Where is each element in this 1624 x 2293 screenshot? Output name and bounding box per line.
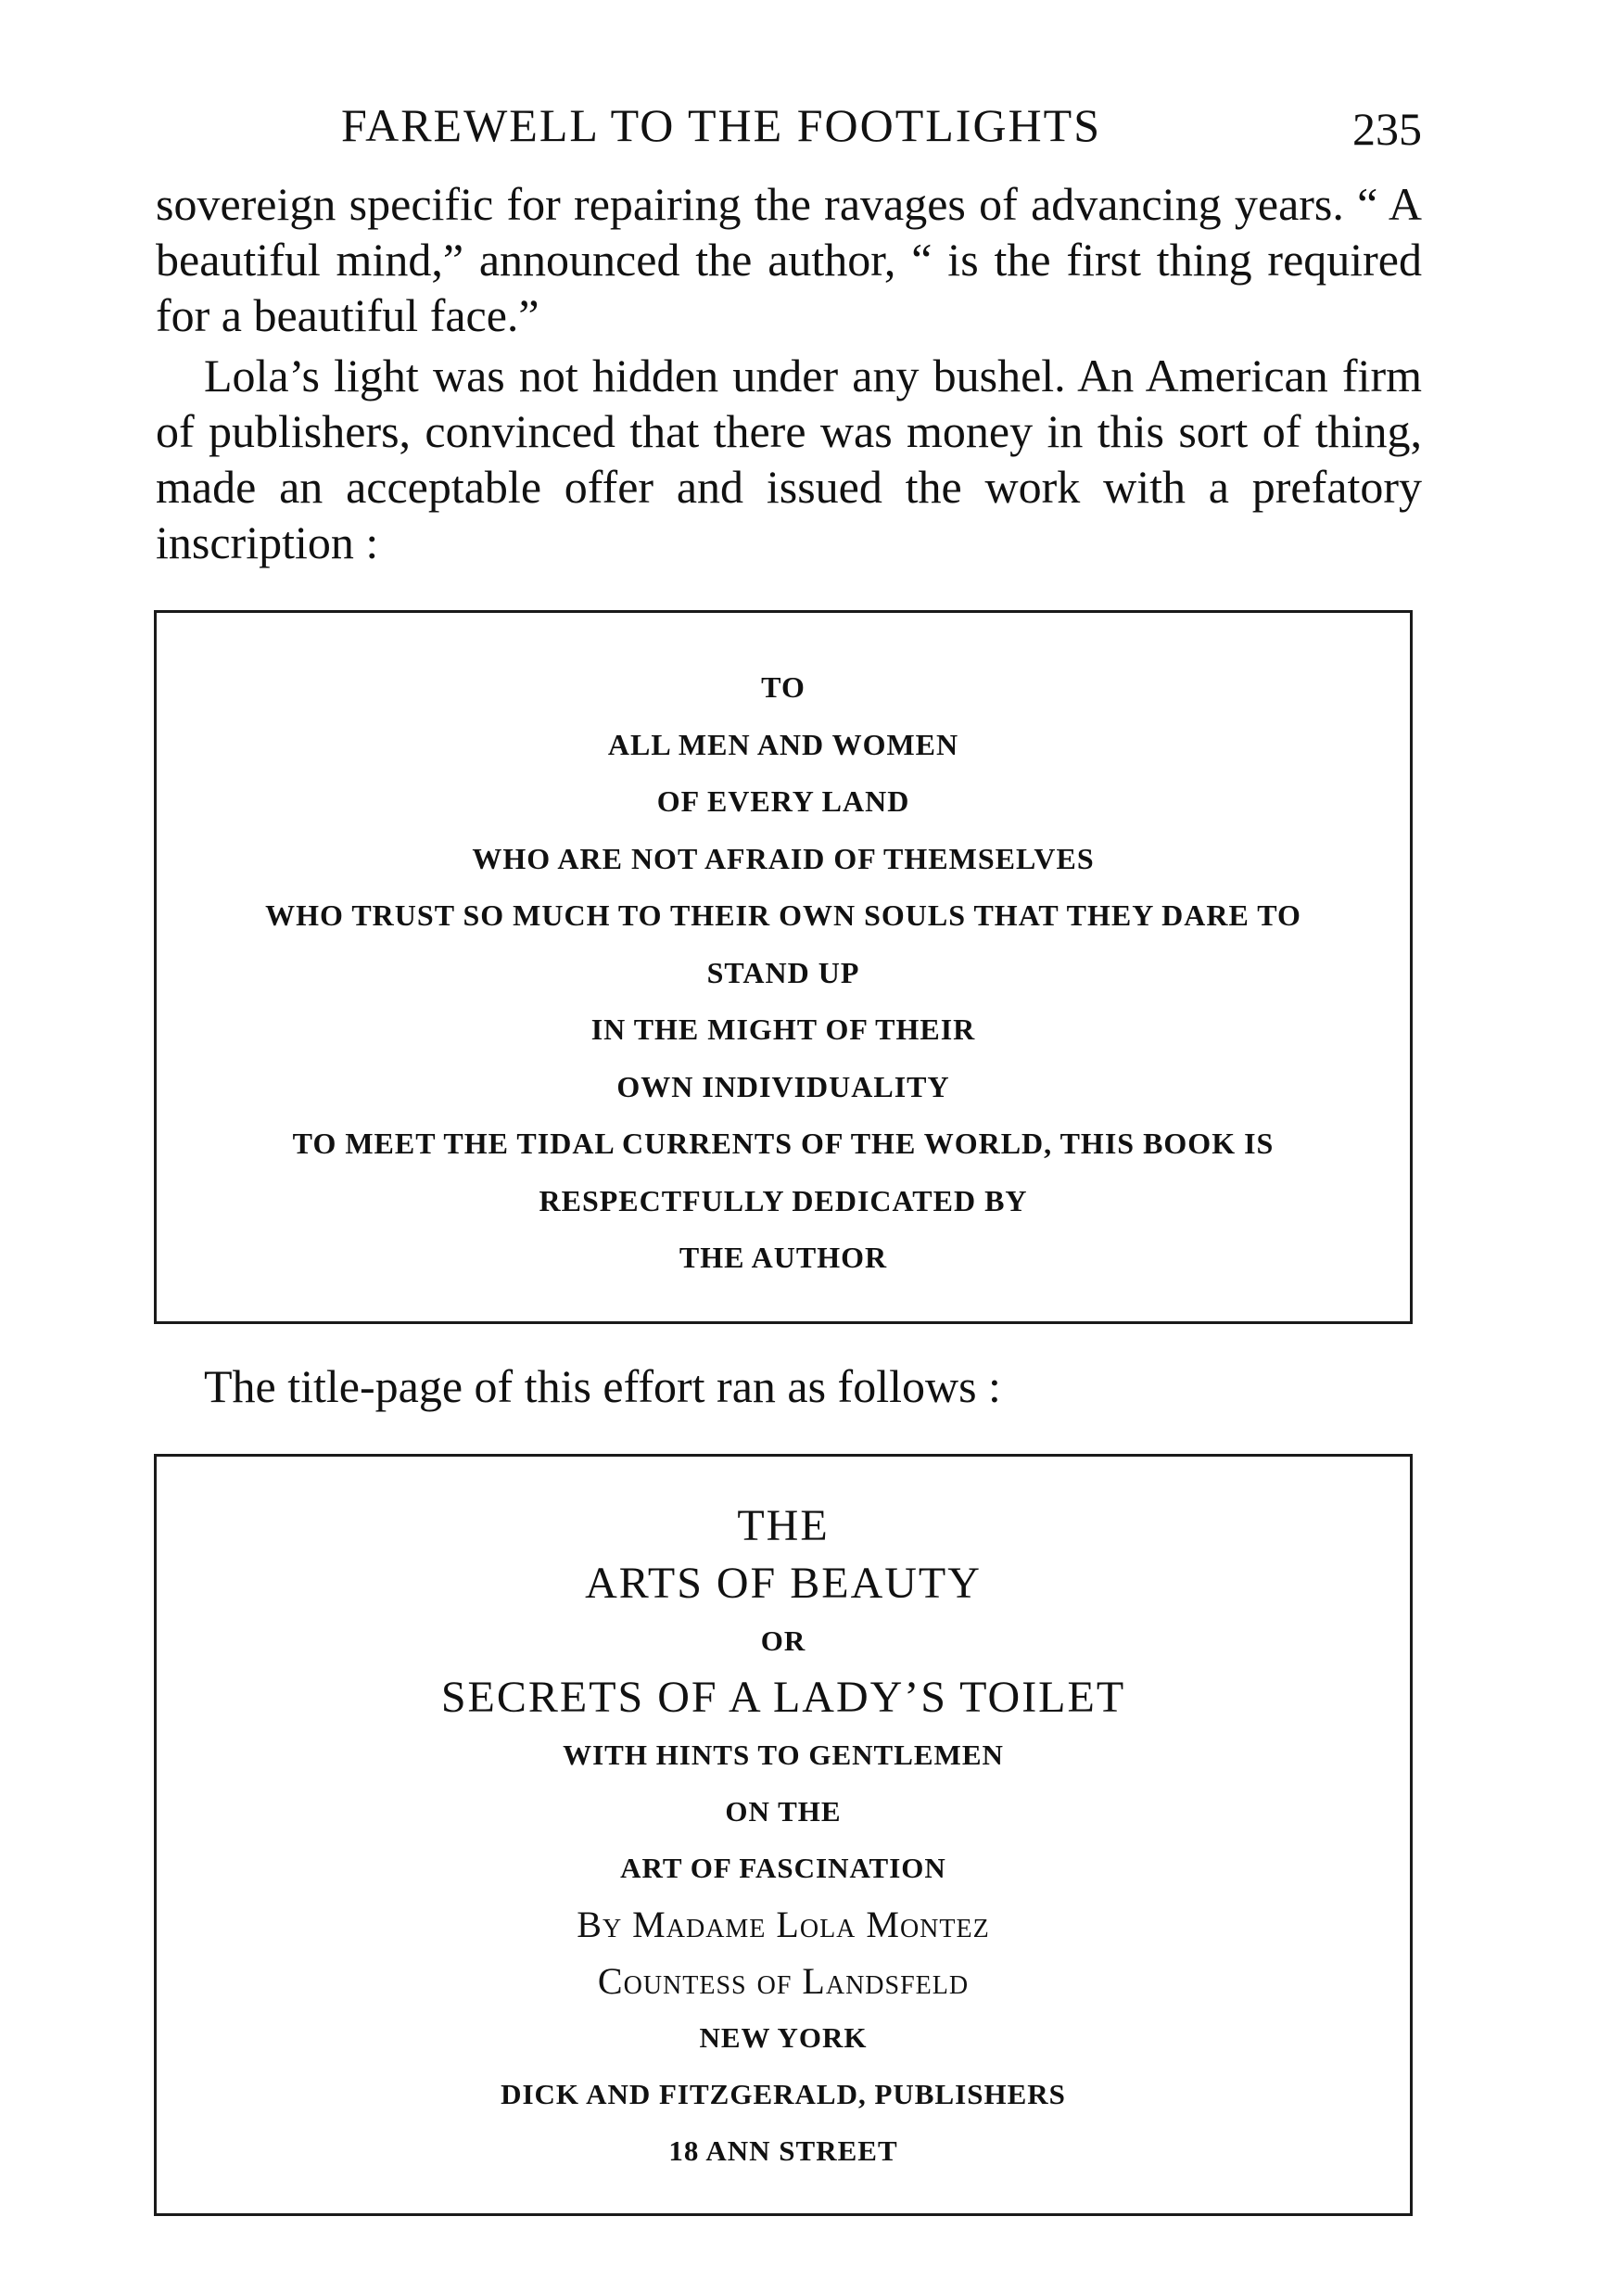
dedication-lines [157, 659, 1410, 1287]
dedication-box [154, 610, 1413, 1324]
paragraph-publishers [156, 348, 1422, 570]
dedication-line: RESPECTFULLY DEDICATED BY [539, 1183, 1028, 1217]
title-line-or: OR [760, 1624, 806, 1657]
title-line-on-the: ON THE [725, 1795, 842, 1828]
dedication-line: OWN INDIVIDUALITY [616, 1069, 950, 1103]
paragraph-continued [156, 176, 1422, 343]
dedication-line: ALL MEN AND WOMEN [607, 727, 959, 761]
paragraph-title-page-intro [204, 1358, 1422, 1414]
dedication-line: IN THE MIGHT OF THEIR [590, 1013, 976, 1046]
dedication-line: TO [761, 670, 806, 704]
running-title: FAREWELL TO THE FOOTLIGHTS [341, 99, 1102, 151]
paragraph-text: Lola’s light was not hidden under any bushel. An American firm of publishers, convinced that there was money in this sort of thing, made an acceptable offer and issued the work with a prefatory inscription : [156, 350, 1422, 568]
dedication-line: THE AUTHOR [679, 1241, 888, 1274]
title-page-box [154, 1454, 1413, 2216]
dedication-line: WHO TRUST SO MUCH TO THEIR OWN SOULS THAT THEY DARE TO [265, 898, 1301, 932]
title-line-the: THE [737, 1501, 830, 1550]
title-line-countess: Countess of Landsfeld [597, 1960, 970, 2002]
dedication-line: STAND UP [706, 955, 860, 989]
title-line-publisher: DICK AND FITZGERALD, PUBLISHERS [501, 2078, 1066, 2110]
title-line-art-of-fascination: ART OF FASCINATION [620, 1852, 946, 1884]
running-head [156, 93, 1422, 158]
title-line-hints: WITH HINTS TO GENTLEMEN [563, 1739, 1004, 1771]
title-page-lines [157, 1497, 1410, 2179]
dedication-line: OF EVERY LAND [656, 784, 910, 818]
title-line-arts-of-beauty: ARTS OF BEAUTY [585, 1559, 982, 1608]
title-line-secrets: SECRETS OF A LADY’S TOILET [440, 1673, 1126, 1722]
dedication-line: WHO ARE NOT AFRAID OF THEMSELVES [472, 841, 1095, 875]
title-line-address: 18 ANN STREET [668, 2134, 898, 2167]
paragraph-text: sovereign specific for repairing the ravages of advancing years. “ A beautiful mind,” announced the author, “ is the first thing required for a beautiful face.” [156, 178, 1422, 341]
dedication-line: TO MEET THE TIDAL CURRENTS OF THE WORLD, THIS BOOK IS [292, 1127, 1275, 1160]
title-line-city: NEW YORK [699, 2021, 868, 2054]
paragraph-text: The title-page of this effort ran as follows : [204, 1360, 1001, 1412]
page-number: 235 [1352, 103, 1422, 155]
title-line-author: By Madame Lola Montez [577, 1904, 990, 1945]
